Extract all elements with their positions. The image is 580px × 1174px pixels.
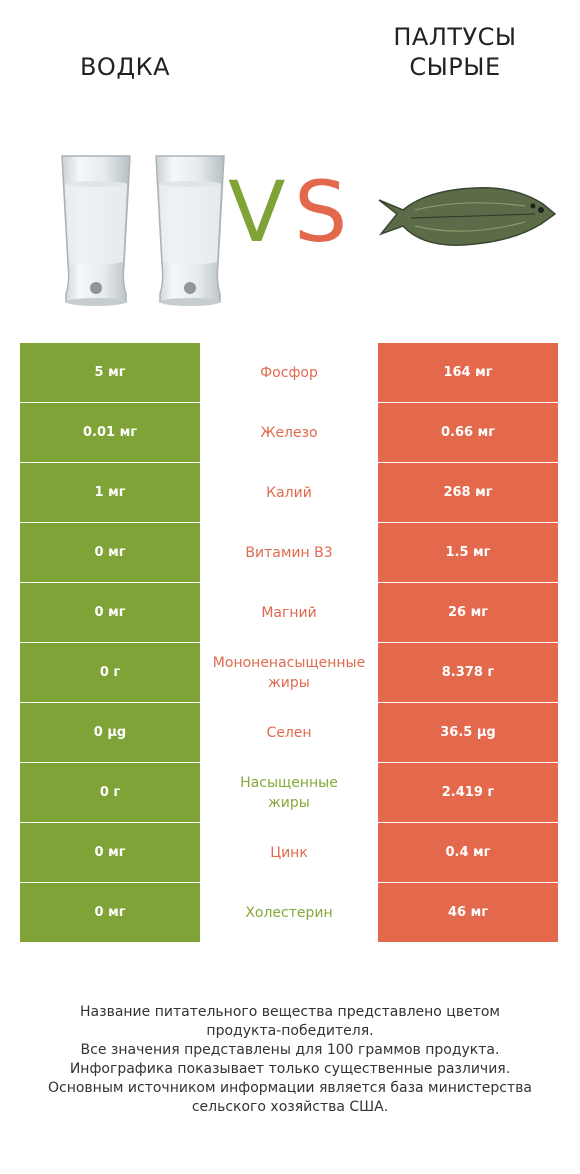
left-product-title: ВОДКА [79, 53, 171, 81]
right-value: 0.4 мг [378, 823, 558, 882]
nutrient-name: Цинк [270, 844, 308, 861]
nutrient-name: Селен [266, 724, 312, 741]
vodka-shot-glass-icon [154, 154, 226, 320]
left-value: 0 г [20, 643, 200, 702]
right-value: 164 мг [378, 343, 558, 402]
nutrient-name: Железо [260, 424, 318, 441]
table-row [20, 403, 558, 463]
footer-line: Все значения представлены для 100 граммов продукта. [80, 1042, 500, 1058]
nutrient-name: Холестерин [245, 904, 333, 921]
comparison-table [20, 343, 558, 943]
left-value: 0 г [20, 763, 200, 822]
footer-line: Название питательного вещества представлено цветом [80, 1004, 500, 1020]
table-row [20, 463, 558, 523]
left-value: 0 мг [20, 583, 200, 642]
footer-line: продукта-победителя. [206, 1023, 374, 1039]
table-row [20, 703, 558, 763]
left-value: 1 мг [20, 463, 200, 522]
halibut-fish-icon [375, 180, 559, 258]
right-value: 36.5 µg [378, 703, 558, 762]
left-value: 0 мг [20, 823, 200, 882]
left-value: 0 мг [20, 523, 200, 582]
right-value: 0.66 мг [378, 403, 558, 462]
right-value: 268 мг [378, 463, 558, 522]
left-value: 0 µg [20, 703, 200, 762]
footer-line: Основным источником информации является база министерства [48, 1080, 532, 1096]
left-value: 5 мг [20, 343, 200, 402]
right-product-title: ПАЛТУСЫ СЫРЫЕ [393, 23, 517, 81]
right-value: 2.419 г [378, 763, 558, 822]
nutrient-name: Магний [261, 604, 317, 621]
table-row [20, 343, 558, 403]
table-row [20, 643, 558, 703]
nutrient-name: Фосфор [260, 364, 318, 381]
right-value: 8.378 г [378, 643, 558, 702]
vodka-shot-glass-icon [60, 154, 132, 320]
table-row [20, 763, 558, 823]
nutrient-name: Витамин B3 [245, 544, 333, 561]
nutrient-name: Насыщенные жиры [240, 774, 338, 811]
table-row [20, 583, 558, 643]
vs-letter-v: V [228, 163, 286, 261]
table-row [20, 523, 558, 583]
vs-letter-s: S [294, 163, 348, 261]
right-value: 1.5 мг [378, 523, 558, 582]
footer-line: Инфографика показывает только существенные различия. [69, 1061, 511, 1077]
table-row [20, 883, 558, 943]
right-value: 46 мг [378, 883, 558, 942]
nutrient-name: Мононенасыщенные жиры [212, 654, 366, 691]
footer-line: сельского хозяйства США. [191, 1099, 389, 1115]
table-row [20, 823, 558, 883]
footer-notes [20, 1003, 560, 1117]
left-value: 0.01 мг [20, 403, 200, 462]
left-value: 0 мг [20, 883, 200, 942]
nutrient-name: Калий [266, 484, 312, 501]
right-value: 26 мг [378, 583, 558, 642]
